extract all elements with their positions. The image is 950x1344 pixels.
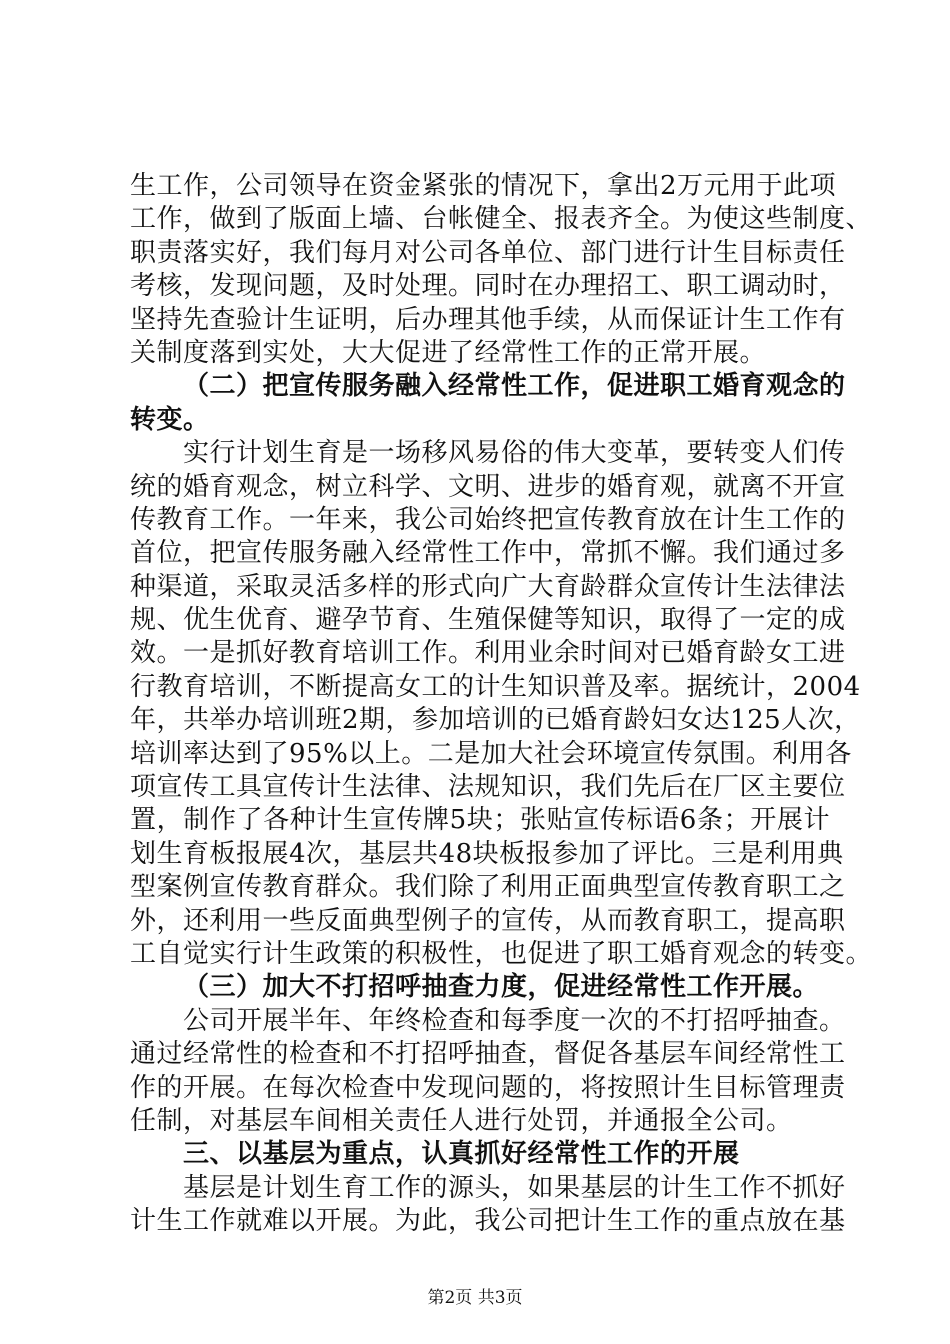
page-footer: 第2页 共3页 [427,1288,523,1308]
text-line: 规、优生优育、避孕节育、生殖保健等知识，取得了一定的成 [130,605,846,636]
paragraph-2 [130,437,873,971]
text-line: 效。一是抓好教育培训工作。利用业余时间对已婚育龄女工进 [130,638,846,669]
text-line: 考核，发现问题，及时处理。同时在办理招工、职工调动时， [130,271,846,302]
section-heading-2 [130,370,846,437]
heading-line: 三、以基层为重点，认真抓好经常性工作的开展 [183,1139,740,1170]
document-page [130,170,873,1239]
text-line: 外，还利用一些反面典型例子的宣传，从而教育职工，提高职 [130,905,846,936]
text-line: 型案例宣传教育群众。我们除了利用正面典型宣传教育职工之 [130,872,846,903]
text-line: 项宣传工具宣传计生法律、法规知识，我们先后在厂区主要位 [130,772,846,803]
text-line: 划生育板报展4次，基层共48块板报参加了评比。三是利用典 [130,838,844,869]
text-line: 坚持先查验计生证明，后办理其他手续，从而保证计生工作有 [130,304,846,335]
text-line: 统的婚育观念，树立科学、文明、进步的婚育观，就离不开宣 [130,471,846,502]
text-line: 公司开展半年、年终检查和每季度一次的不打招呼抽查。 [183,1005,846,1036]
text-line: 关制度落到实处，大大促进了经常性工作的正常开展。 [130,337,767,368]
text-line: 工自觉实行计生政策的积极性，也促进了职工婚育观念的转变。 [130,938,873,969]
paragraph-1 [130,170,873,370]
text-line: 任制，对基层车间相关责任人进行处罚，并通报全公司。 [130,1105,793,1136]
text-line: 培训率达到了95%以上。二是加大社会环境宣传氛围。利用各 [130,738,852,769]
heading-line: 转变。 [130,404,210,435]
text-line: 工作，做到了版面上墙、台帐健全、报表齐全。为使这些制度、 [130,204,873,235]
text-line: 年，共举办培训班2期，参加培训的已婚育龄妇女达125人次， [130,705,861,736]
text-line: 基层是计划生育工作的源头，如果基层的计生工作不抓好 [183,1172,846,1203]
text-line: 通过经常性的检查和不打招呼抽查，督促各基层车间经常性工 [130,1039,846,1070]
section-heading-3 [130,971,830,1004]
text-line: 作的开展。在每次检查中发现问题的，将按照计生目标管理责 [130,1072,846,1103]
text-line: 置，制作了各种计生宣传牌5块；张贴宣传标语6条；开展计 [130,805,830,836]
section-heading-three [130,1138,830,1171]
text-line: 传教育工作。一年来，我公司始终把宣传教育放在计生工作的 [130,504,846,535]
text-line: 行教育培训，不断提高女工的计生知识普及率。据统计，2004 [130,671,861,702]
text-line: 计生工作就难以开展。为此，我公司把计生工作的重点放在基 [130,1206,846,1237]
text-line: 种渠道，采取灵活多样的形式向广大育龄群众宣传计生法律法 [130,571,846,602]
paragraph-4 [130,1172,846,1239]
paragraph-3 [130,1005,846,1139]
text-line: 职责落实好，我们每月对公司各单位、部门进行计生目标责任 [130,237,846,268]
text-line: 实行计划生育是一场移风易俗的伟大变革，要转变人们传 [183,438,846,469]
heading-line: （三）加大不打招呼抽查力度，促进经常性工作开展。 [183,972,820,1003]
text-line: 首位，把宣传服务融入经常性工作中，常抓不懈。我们通过多 [130,538,846,569]
heading-line: （二）把宣传服务融入经常性工作，促进职工婚育观念的 [183,371,846,402]
text-line: 生工作，公司领导在资金紧张的情况下，拿出2万元用于此项 [130,171,837,201]
